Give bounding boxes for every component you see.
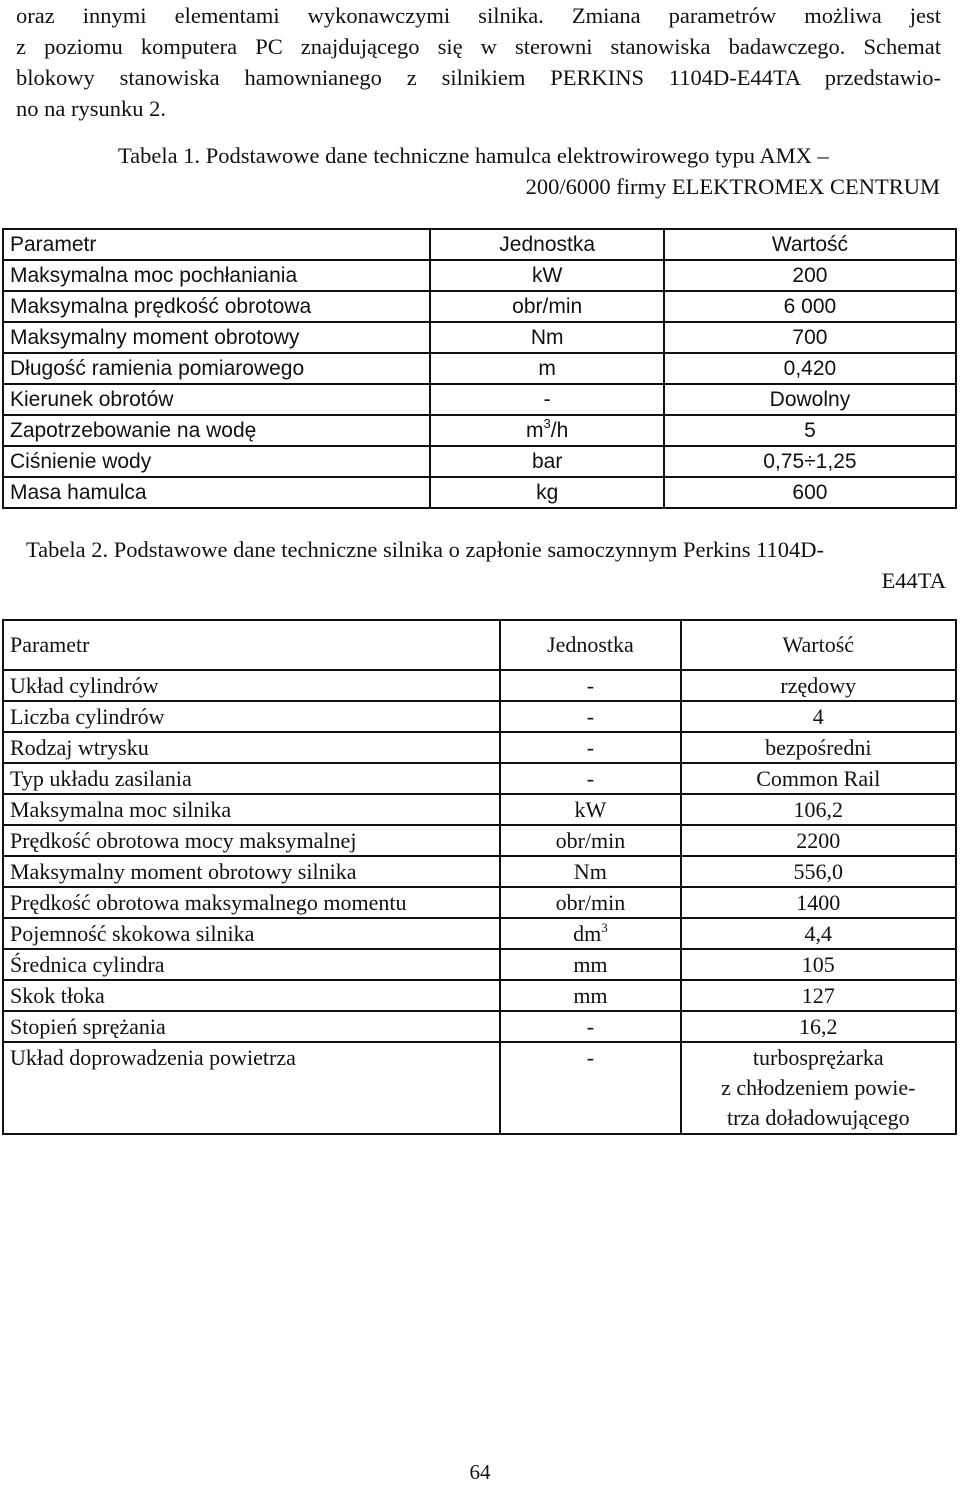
- parameter-cell: Prędkość obrotowa maksymalnego momentu: [3, 887, 500, 918]
- unit-cell: -: [430, 384, 663, 415]
- parameter-cell: Maksymalna moc pochłaniania: [3, 260, 430, 291]
- table1-caption-line2: 200/6000 firmy ELEKTROMEX CENTRUM: [525, 174, 940, 199]
- value-cell: rzędowy: [681, 670, 956, 701]
- table2-caption-line1: Tabela 2. Podstawowe dane techniczne silnika o zapłonie samoczynnym Perkins 1104D-: [26, 537, 824, 562]
- unit-cell: -: [500, 1011, 680, 1042]
- unit-cell: $dm^3$: [500, 918, 680, 949]
- unit-cell: bar: [430, 446, 663, 477]
- table-row: [3, 980, 956, 1011]
- table-row: [3, 353, 956, 384]
- parameter-cell: Maksymalny moment obrotowy silnika: [3, 856, 500, 887]
- parameter-cell: Typ układu zasilania: [3, 763, 500, 794]
- unit-cell: mm: [500, 980, 680, 1011]
- value-cell: Common Rail: [681, 763, 956, 794]
- parameter-cell: Zapotrzebowanie na wodę: [3, 415, 430, 446]
- table-row: [3, 949, 956, 980]
- table-row: [3, 670, 956, 701]
- unit-cell: -: [500, 670, 680, 701]
- parameter-cell: Maksymalny moment obrotowy: [3, 322, 430, 353]
- intro-paragraph: [16, 0, 941, 124]
- value-cell: 127: [681, 980, 956, 1011]
- value-cell: 4,4: [681, 918, 956, 949]
- unit-cell: -: [500, 732, 680, 763]
- column-header: Jednostka: [500, 620, 680, 670]
- value-cell: 2200: [681, 825, 956, 856]
- value-cell: 106,2: [681, 794, 956, 825]
- table2-caption-line2: E44TA: [881, 568, 946, 593]
- unit-cell: -: [500, 763, 680, 794]
- unit-cell: m: [430, 353, 663, 384]
- parameter-cell: Kierunek obrotów: [3, 384, 430, 415]
- parameter-cell: Długość ramienia pomiarowego: [3, 353, 430, 384]
- unit-cell: Nm: [500, 856, 680, 887]
- intro-line: blokowy stanowiska hamownianego z silnikiem PERKINS 1104D-E44TA przedstawio-: [16, 65, 941, 90]
- value-cell: 16,2: [681, 1011, 956, 1042]
- column-header: Parametr: [3, 229, 430, 260]
- value-cell: 4: [681, 701, 956, 732]
- table-row: [3, 794, 956, 825]
- value-cell: turbosprężarka z chłodzeniem powie- trza doładowującego: [681, 1042, 956, 1134]
- parameter-cell: Układ cylindrów: [3, 670, 500, 701]
- value-cell: bezpośredni: [681, 732, 956, 763]
- table-row: [3, 477, 956, 508]
- value-cell: 0,75÷1,25: [664, 446, 956, 477]
- unit-cell: -: [500, 701, 680, 732]
- table-row: [3, 260, 956, 291]
- parameter-cell: Pojemność skokowa silnika: [3, 918, 500, 949]
- parameter-cell: Ciśnienie wody: [3, 446, 430, 477]
- table-row: [3, 384, 956, 415]
- value-cell: 0,420: [664, 353, 956, 384]
- table-row: [3, 825, 956, 856]
- unit-cell: obr/min: [500, 825, 680, 856]
- intro-line: z poziomu komputera PC znajdującego się w sterowni stanowiska badawczego. Schemat: [16, 34, 941, 59]
- parameter-cell: Rodzaj wtrysku: [3, 732, 500, 763]
- unit-cell: kW: [430, 260, 663, 291]
- value-cell: 556,0: [681, 856, 956, 887]
- table-row: [3, 446, 956, 477]
- table-row: [3, 701, 956, 732]
- unit-cell: kW: [500, 794, 680, 825]
- table-row: [3, 1011, 956, 1042]
- table-row: [3, 732, 956, 763]
- value-cell: Dowolny: [664, 384, 956, 415]
- intro-line: no na rysunku 2.: [16, 96, 166, 121]
- column-header: Jednostka: [430, 229, 663, 260]
- unit-cell: kg: [430, 477, 663, 508]
- table1-caption-line1: Tabela 1. Podstawowe dane techniczne hamulca elektrowirowego typu AMX –: [118, 143, 829, 168]
- value-cell: 600: [664, 477, 956, 508]
- intro-line: oraz innymi elementami wykonawczymi silnika. Zmiana parametrów możliwa jest: [16, 3, 941, 28]
- column-header: Wartość: [681, 620, 956, 670]
- engine-specs-table: [2, 619, 957, 1135]
- value-cell: 700: [664, 322, 956, 353]
- value-cell: 200: [664, 260, 956, 291]
- brake-specs-table: [2, 228, 957, 509]
- unit-cell: -: [500, 1042, 680, 1134]
- unit-cell: $m^3/h$: [430, 415, 663, 446]
- unit-cell: mm: [500, 949, 680, 980]
- page-number: 64: [469, 1460, 491, 1484]
- value-cell: 6 000: [664, 291, 956, 322]
- table1-caption: [0, 140, 940, 202]
- unit-cell: obr/min: [500, 887, 680, 918]
- table-row: [3, 763, 956, 794]
- parameter-cell: Liczba cylindrów: [3, 701, 500, 732]
- value-cell: 105: [681, 949, 956, 980]
- value-cell: 5: [664, 415, 956, 446]
- parameter-cell: Układ doprowadzenia powietrza: [3, 1042, 500, 1134]
- unit-cell: obr/min: [430, 291, 663, 322]
- table-row: [3, 918, 956, 949]
- parameter-cell: Masa hamulca: [3, 477, 430, 508]
- table-header-row: [3, 229, 956, 260]
- parameter-cell: Stopień sprężania: [3, 1011, 500, 1042]
- table-row: [3, 887, 956, 918]
- table-row: [3, 856, 956, 887]
- parameter-cell: Maksymalna moc silnika: [3, 794, 500, 825]
- unit-cell: Nm: [430, 322, 663, 353]
- table-row: [3, 322, 956, 353]
- table-header-row: [3, 620, 956, 670]
- table-row: [3, 1042, 956, 1134]
- table-row: [3, 291, 956, 322]
- table-row: [3, 415, 956, 446]
- value-cell: 1400: [681, 887, 956, 918]
- parameter-cell: Maksymalna prędkość obrotowa: [3, 291, 430, 322]
- parameter-cell: Skok tłoka: [3, 980, 500, 1011]
- column-header: Wartość: [664, 229, 956, 260]
- column-header: Parametr: [3, 620, 500, 670]
- parameter-cell: Prędkość obrotowa mocy maksymalnej: [3, 825, 500, 856]
- table2-caption: [0, 534, 946, 596]
- parameter-cell: Średnica cylindra: [3, 949, 500, 980]
